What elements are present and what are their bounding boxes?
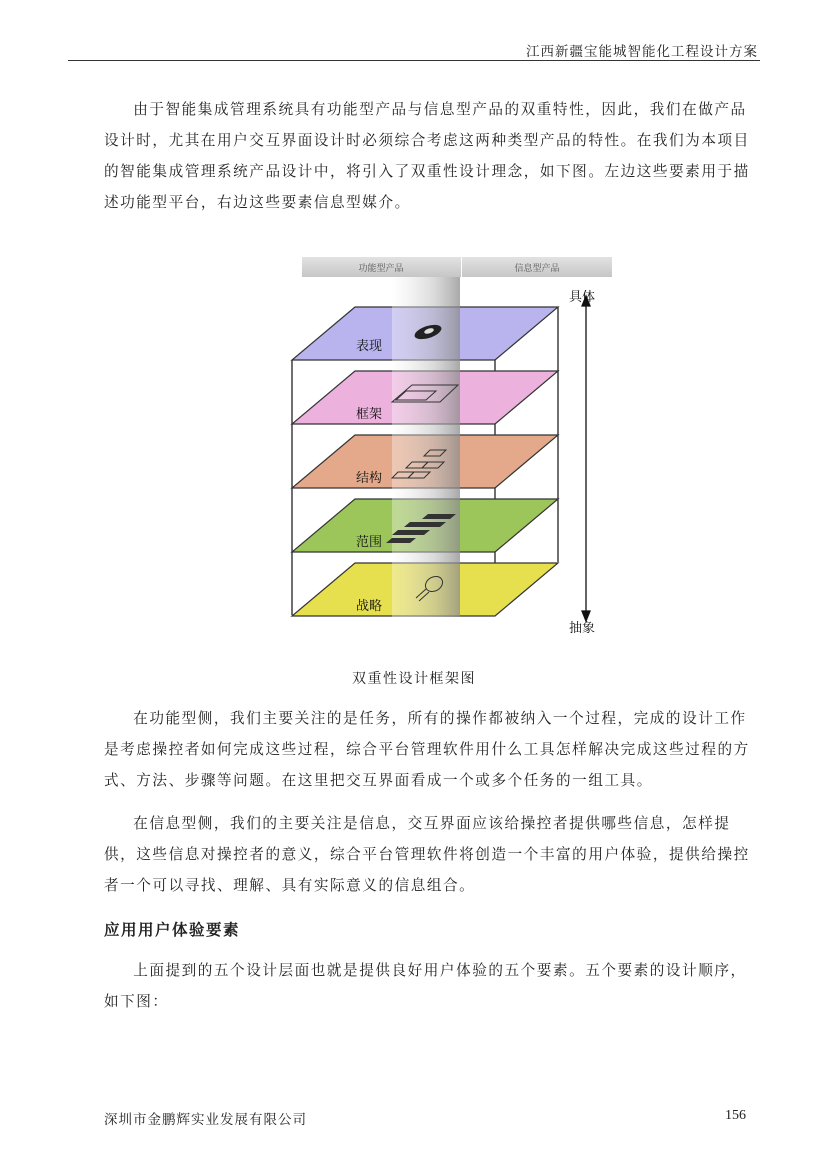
paragraph-elements: 上面提到的五个设计层面也就是提供良好用户体验的五个要素。五个要素的设计顺序，如下图： [104, 962, 747, 1010]
axis-label-abstract: 抽象 [569, 621, 596, 635]
concrete-abstract-axis [582, 296, 590, 621]
layer-label-strategy: 战略 [356, 599, 383, 614]
header-right-label: 信息型产品 [514, 264, 560, 274]
paragraph-intro: 由于智能集成管理系统具有功能型产品与信息型产品的双重特性，因此，我们在做产品设计时，尤其在用户交互界面设计时必须综合考虑这两种类型产品的特性。在我们为本项目的智能集成管理系统产品设计中，将引入了双重性设计理念，如下图。左边这些要素用于描述功能型平台，右边这些要素信息型媒介。 [104, 101, 750, 211]
layer-label-presentation: 表现 [356, 339, 383, 354]
paragraph-information: 在信息型侧，我们的主要关注是信息，交互界面应该给操控者提供哪些信息，怎样提供，这些信息对操控者的意义，综合平台管理软件将创造一个丰富的用户体验，提供给操控者一个可以寻找、理解、具有实际意义的信息组合。 [104, 815, 750, 894]
header-rule [68, 60, 760, 61]
header-title: 江西新疆宝能城智能化工程设计方案 [526, 44, 758, 60]
layer-label-scope: 范围 [356, 535, 383, 550]
section-heading: 应用用户体验要素 [104, 921, 241, 939]
layer-label-framework: 框架 [356, 407, 383, 422]
paragraph-functional: 在功能型侧，我们主要关注的是任务，所有的操作都被纳入一个过程，完成的设计工作是考虑操控者如何完成这些过程，综合平台管理软件用什么工具怎样解决完成这些过程的方式、方法、步骤等问题。在这里把交互界面看成一个或多个任务的一组工具。 [104, 710, 750, 789]
figure-caption: 双重性设计框架图 [352, 671, 476, 687]
page-number: 156 [725, 1108, 746, 1123]
footer-company: 深圳市金鹏辉实业发展有限公司 [104, 1112, 307, 1128]
dual-design-framework-diagram [280, 250, 620, 635]
layer-label-structure: 结构 [356, 471, 383, 486]
header-left-label: 功能型产品 [358, 264, 404, 274]
axis-label-concrete: 具体 [569, 290, 596, 305]
